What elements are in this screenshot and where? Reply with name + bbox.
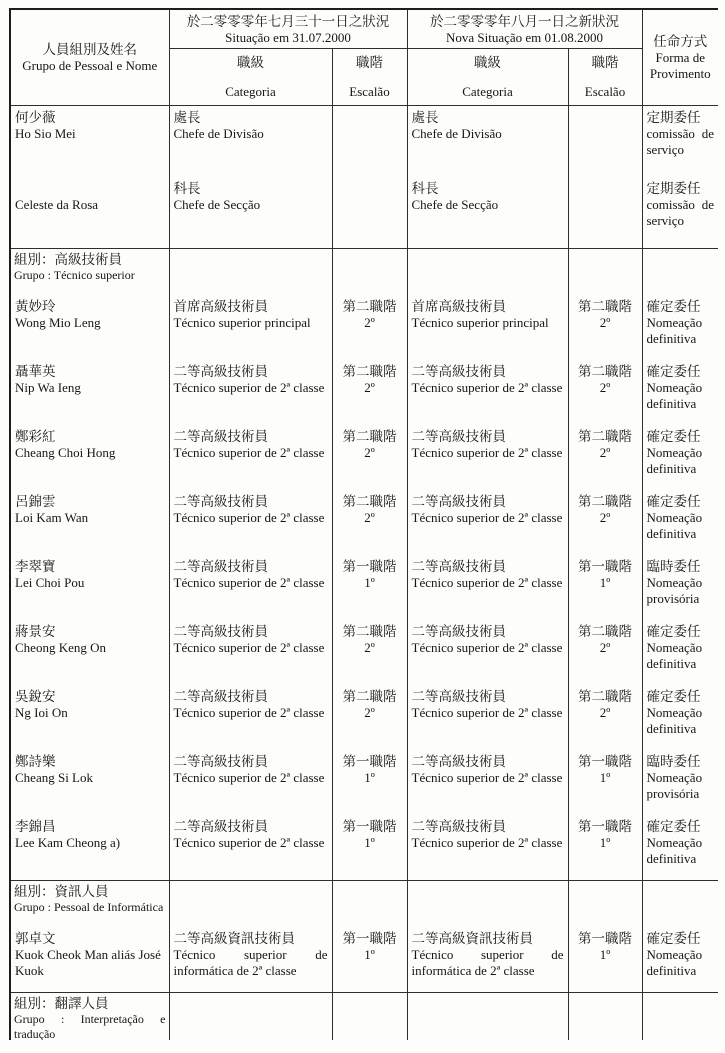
cell-name [10,685,169,750]
cell-forma-provimento [642,927,718,993]
cell-name [10,815,169,881]
categoria-new-zh: 科長 [411,181,439,196]
cell-name [10,295,169,360]
escalao-new-zh: 第二職階 [578,494,632,509]
forma-pt: comissão de serviço [646,197,714,228]
person-name-pt: Cheang Si Lok [15,770,93,785]
categoria-new-zh: 二等高級技術員 [411,364,506,379]
header-group-name [10,9,169,106]
table-header [10,9,718,106]
categoria-old-zh: 二等高級技術員 [173,429,268,444]
person-name-pt: Ng Ioi On [15,705,68,720]
categoria-new-pt: Chefe de Divisão [411,126,502,141]
table-row [10,555,718,620]
header-forma-zh: 任命方式 [653,34,708,49]
cell-escalao-old [332,295,407,360]
categoria-old-zh: 二等高級技術員 [173,624,268,639]
forma-zh: 確定委任 [646,429,701,444]
escalao-old-zh: 第二職階 [342,689,397,704]
categoria-old-pt: Técnico superior de 2ª classe [173,640,325,655]
cell-categoria-new [407,106,568,178]
empty-cell [332,881,407,928]
cell-escalao-new [568,106,642,178]
escalao-old-zh: 第一職階 [342,559,397,574]
categoria-new-pt: Técnico superior de 2ª classe [411,640,563,655]
cell-categoria-new [407,620,568,685]
cell-forma-provimento [642,177,718,249]
header-new-situation [407,9,642,49]
cell-categoria-new [407,750,568,815]
section-label-row [10,881,718,928]
header-old-situation-zh: 於二零零零年七月三十一日之狀況 [186,13,390,29]
cell-escalao-old [332,685,407,750]
escalao-old-zh [337,180,403,197]
escalao-old-number: 2º [364,380,375,395]
cell-categoria-new [407,555,568,620]
cell-escalao-old [332,360,407,425]
escalao-new-number: 2º [599,380,611,395]
section-label [10,993,169,1041]
section-label-pt: Grupo : Técnico superior [14,268,135,282]
person-name-pt: Nip Wa Ieng [15,380,81,395]
header-escalao-new-pt: Escalão [584,84,626,99]
escalao-new-zh: 第二職階 [578,364,632,379]
section-label-zh: 組別：高級技術員 [14,252,122,267]
person-name-pt: Lee Kam Cheong a) [15,835,121,850]
header-categoria-new [407,49,568,106]
cell-categoria-old [169,106,332,178]
forma-pt: Nomeação definitiva [646,445,703,476]
escalao-old-zh: 第一職階 [342,819,397,834]
categoria-new-pt: Chefe de Secção [411,197,499,212]
header-escalao-old [332,49,407,106]
person-name-zh [15,180,165,197]
header-categoria-old-zh: 職級 [237,55,264,70]
escalao-old-zh: 第二職階 [342,299,397,314]
escalao-old-zh [337,109,403,126]
person-name-zh: 李翠寶 [15,559,56,574]
cell-escalao-new [568,295,642,360]
cell-escalao-new [568,927,642,993]
categoria-old-zh: 科長 [173,181,201,196]
section-label-zh: 組別：資訊人員 [14,884,109,899]
escalao-new-number: 2º [599,510,611,525]
header-escalao-old-zh: 職階 [356,55,383,70]
cell-forma-provimento [642,490,718,555]
cell-forma-provimento [642,555,718,620]
cell-categoria-old [169,360,332,425]
cell-categoria-new [407,685,568,750]
table-area [9,8,718,1040]
categoria-old-pt: Técnico superior de 2ª classe [173,510,325,525]
section-label-row [10,993,718,1041]
header-categoria-old-pt: Categoria [225,84,276,99]
table-row [10,295,718,360]
cell-escalao-old [332,620,407,685]
categoria-old-zh: 二等高級技術員 [173,689,268,704]
categoria-old-zh: 二等高級技術員 [173,754,268,769]
cell-forma-provimento [642,425,718,490]
escalao-old-number: 2º [364,445,375,460]
header-old-situation [169,9,407,49]
person-name-pt: Cheang Choi Hong [15,445,116,460]
escalao-new-zh: 第二職階 [578,624,632,639]
header-categoria-new-pt: Categoria [462,84,513,99]
cell-forma-provimento [642,295,718,360]
header-group-name-zh: 人員組別及姓名 [42,42,137,57]
escalao-new-number: 2º [599,705,611,720]
categoria-new-pt: Técnico superior de 2ª classe [411,770,563,785]
categoria-new-pt: Técnico superior de 2ª classe [411,705,563,720]
cell-categoria-new [407,927,568,993]
cell-escalao-new [568,750,642,815]
cell-categoria-new [407,177,568,249]
cell-escalao-new [568,425,642,490]
forma-zh: 定期委任 [646,110,701,125]
escalao-new-number: 2º [599,445,611,460]
escalao-new-zh: 第一職階 [578,931,632,946]
empty-cell [568,881,642,928]
escalao-new-zh: 第一職階 [578,754,632,769]
forma-pt: Nomeação definitiva [646,640,703,671]
escalao-old-zh: 第二職階 [342,429,397,444]
escalao-old-number: 1º [364,575,375,590]
header-escalao-new [568,49,642,106]
escalao-old-number: 2º [364,510,375,525]
categoria-new-pt: Técnico superior principal [411,315,549,330]
header-escalao-new-zh: 職階 [591,55,619,70]
forma-pt: Nomeação definitiva [646,835,703,866]
categoria-old-zh: 二等高級技術員 [173,494,268,509]
cell-categoria-old [169,295,332,360]
forma-pt: Nomeação definitiva [646,315,703,346]
escalao-new-number: 2º [599,315,611,330]
escalao-new-zh: 第一職階 [578,819,632,834]
cell-escalao-new [568,620,642,685]
table-section [10,106,718,249]
person-name-pt: Wong Mio Leng [15,315,101,330]
categoria-new-zh: 二等高級技術員 [411,754,506,769]
header-forma [642,9,718,106]
cell-categoria-old [169,490,332,555]
header-categoria-old [169,49,332,106]
categoria-old-zh: 二等高級技術員 [173,364,268,379]
cell-escalao-new [568,555,642,620]
categoria-old-pt: Técnico superior de 2ª classe [173,770,325,785]
cell-name [10,750,169,815]
person-name-pt: Celeste da Rosa [15,197,99,212]
table-section [10,881,718,993]
forma-zh: 確定委任 [646,364,701,379]
cell-escalao-new [568,685,642,750]
escalao-new-number: 2º [599,640,611,655]
empty-cell [407,993,568,1041]
forma-zh: 確定委任 [646,931,701,946]
empty-cell [407,881,568,928]
forma-pt: Nomeação definitiva [646,947,703,978]
person-name-zh: 鄭詩樂 [15,754,56,769]
header-old-situation-pt: Situação em 31.07.2000 [225,29,351,45]
escalao-new-number: 1º [599,947,611,962]
person-name-zh: 聶華英 [15,364,56,379]
forma-zh: 定期委任 [646,181,701,196]
cell-forma-provimento [642,815,718,881]
forma-pt: comissão de serviço [646,126,714,157]
section-label-row [10,249,718,296]
empty-cell [407,249,568,296]
table-row [10,177,718,249]
person-name-zh: 吳銳安 [15,689,56,704]
header-forma-pt1: Forma de [655,50,705,65]
cell-escalao-old [332,490,407,555]
categoria-old-zh: 二等高級技術員 [173,559,268,574]
escalao-new-zh: 第一職階 [578,559,632,574]
escalao-new-number: 1º [599,835,611,850]
categoria-old-pt: Técnico superior de 2ª classe [173,705,325,720]
section-label-zh: 組別：翻譯人員 [14,996,109,1011]
cell-categoria-old [169,685,332,750]
table-row [10,750,718,815]
person-name-zh: 鄭彩紅 [15,429,56,444]
escalao-new-zh [573,109,638,126]
forma-zh: 臨時委任 [646,754,701,769]
cell-categoria-old [169,425,332,490]
empty-cell [169,249,332,296]
categoria-old-zh: 二等高級技術員 [173,819,268,834]
escalao-old-number: 1º [364,770,375,785]
cell-name [10,490,169,555]
person-name-pt: Ho Sio Mei [15,126,76,141]
forma-zh: 臨時委任 [646,559,701,574]
escalao-old-zh: 第二職階 [342,494,397,509]
empty-cell [169,993,332,1041]
categoria-new-zh: 二等高級技術員 [411,559,506,574]
empty-cell [169,881,332,928]
empty-cell [642,993,718,1041]
cell-categoria-old [169,177,332,249]
cell-escalao-new [568,815,642,881]
person-name-zh: 呂錦雲 [15,494,56,509]
header-group-name-pt: Grupo de Pessoal e Nome [22,58,158,73]
categoria-old-pt: Técnico superior de informática de 2ª classe [173,947,328,978]
forma-pt: Nomeação provisória [646,770,703,801]
cell-forma-provimento [642,106,718,178]
cell-categoria-old [169,750,332,815]
categoria-new-pt: Técnico superior de 2ª classe [411,445,563,460]
escalao-old-number: 2º [364,640,375,655]
header-escalao-old-pt: Escalão [349,84,390,99]
cell-categoria-old [169,815,332,881]
cell-forma-provimento [642,685,718,750]
categoria-new-zh: 二等高級技術員 [411,624,506,639]
table-row [10,685,718,750]
escalao-new-zh [573,180,638,197]
categoria-new-zh: 二等高級技術員 [411,429,506,444]
person-name-pt: Loi Kam Wan [15,510,89,525]
cell-categoria-old [169,927,332,993]
categoria-old-pt: Técnico superior de 2ª classe [173,380,325,395]
cell-escalao-old [332,177,407,249]
table-section [10,249,718,881]
categoria-new-zh: 首席高級技術員 [411,299,506,314]
section-label-pt: Grupo : Pessoal de Informática [14,900,164,914]
person-name-zh: 李錦昌 [15,819,56,834]
person-name-pt: Lei Choi Pou [15,575,85,590]
categoria-old-zh: 二等高級資訊技術員 [173,931,295,946]
person-name-zh: 郭卓文 [15,931,56,946]
categoria-old-pt: Técnico superior de 2ª classe [173,445,325,460]
header-forma-pt2: Provimento [649,66,711,81]
empty-cell [642,249,718,296]
categoria-new-pt: Técnico superior de 2ª classe [411,510,563,525]
section-label-pt: Grupo : Interpretação e tradução [14,1012,166,1040]
forma-zh: 確定委任 [646,494,701,509]
cell-escalao-old [332,927,407,993]
table-row [10,620,718,685]
section-label [10,881,169,928]
header-new-situation-zh: 於二零零零年八月一日之新狀況 [430,13,619,29]
cell-forma-provimento [642,750,718,815]
cell-escalao-old [332,106,407,178]
cell-name [10,360,169,425]
cell-escalao-new [568,360,642,425]
personnel-table [9,8,718,1040]
table-section [10,993,718,1041]
escalao-old-zh: 第二職階 [342,624,397,639]
forma-pt: Nomeação definitiva [646,510,703,541]
categoria-new-zh: 二等高級資訊技術員 [411,931,533,946]
empty-cell [332,249,407,296]
escalao-old-number: 2º [364,315,375,330]
person-name-zh: 黃妙玲 [15,299,56,314]
categoria-old-pt: Chefe de Divisão [173,126,264,141]
table-row [10,106,718,178]
person-name-zh: 蔣景安 [15,624,56,639]
cell-name [10,555,169,620]
escalao-old-number: 2º [364,705,375,720]
cell-name [10,425,169,490]
cell-escalao-new [568,177,642,249]
forma-pt: Nomeação definitiva [646,705,703,736]
escalao-new-zh: 第二職階 [578,429,632,444]
cell-categoria-new [407,360,568,425]
categoria-old-pt: Chefe de Secção [173,197,261,212]
forma-zh: 確定委任 [646,819,701,834]
person-name-pt: Cheong Keng On [15,640,106,655]
table-row [10,360,718,425]
cell-categoria-old [169,620,332,685]
cell-forma-provimento [642,620,718,685]
cell-escalao-new [568,490,642,555]
categoria-new-pt: Técnico superior de 2ª classe [411,835,563,850]
forma-zh: 確定委任 [646,299,701,314]
escalao-old-number: 1º [364,835,375,850]
cell-categoria-new [407,425,568,490]
categoria-old-pt: Técnico superior de 2ª classe [173,575,325,590]
escalao-new-zh: 第二職階 [578,299,632,314]
cell-name [10,620,169,685]
empty-cell [642,881,718,928]
person-name-pt: Kuok Cheok Man aliás José Kuok [15,947,161,978]
cell-escalao-old [332,815,407,881]
table-row [10,927,718,993]
cell-name [10,177,169,249]
escalao-old-zh: 第一職階 [342,754,397,769]
person-name-zh: 何少薇 [15,110,56,125]
cell-escalao-old [332,555,407,620]
categoria-new-pt: Técnico superior de 2ª classe [411,380,563,395]
escalao-old-zh: 第一職階 [342,931,397,946]
empty-cell [332,993,407,1041]
empty-cell [568,993,642,1041]
categoria-old-zh: 處長 [173,110,201,125]
cell-name [10,927,169,993]
cell-categoria-new [407,815,568,881]
escalao-new-number: 1º [599,575,611,590]
escalao-old-zh: 第二職階 [342,364,397,379]
table-row [10,815,718,881]
categoria-new-zh: 處長 [411,110,439,125]
cell-categoria-old [169,555,332,620]
empty-cell [568,249,642,296]
categoria-new-pt: Técnico superior de informática de 2ª classe [411,947,564,978]
header-new-situation-pt: Nova Situação em 01.08.2000 [445,29,604,45]
cell-categoria-new [407,295,568,360]
categoria-old-pt: Técnico superior de 2ª classe [173,835,325,850]
forma-pt: Nomeação definitiva [646,380,703,411]
cell-escalao-old [332,750,407,815]
categoria-old-pt: Técnico superior principal [173,315,311,330]
cell-escalao-old [332,425,407,490]
cell-name [10,106,169,178]
escalao-new-number: 1º [599,770,611,785]
header-categoria-new-zh: 職級 [474,55,501,70]
cell-forma-provimento [642,360,718,425]
forma-zh: 確定委任 [646,689,701,704]
categoria-new-zh: 二等高級技術員 [411,689,506,704]
categoria-new-zh: 二等高級技術員 [411,494,506,509]
categoria-new-zh: 二等高級技術員 [411,819,506,834]
forma-pt: Nomeação provisória [646,575,703,606]
escalao-old-number: 1º [364,947,375,962]
table-row [10,425,718,490]
cell-categoria-new [407,490,568,555]
categoria-new-pt: Técnico superior de 2ª classe [411,575,563,590]
section-label [10,249,169,296]
table-row [10,490,718,555]
escalao-new-zh: 第二職階 [578,689,632,704]
categoria-old-zh: 首席高級技術員 [173,299,268,314]
forma-zh: 確定委任 [646,624,701,639]
